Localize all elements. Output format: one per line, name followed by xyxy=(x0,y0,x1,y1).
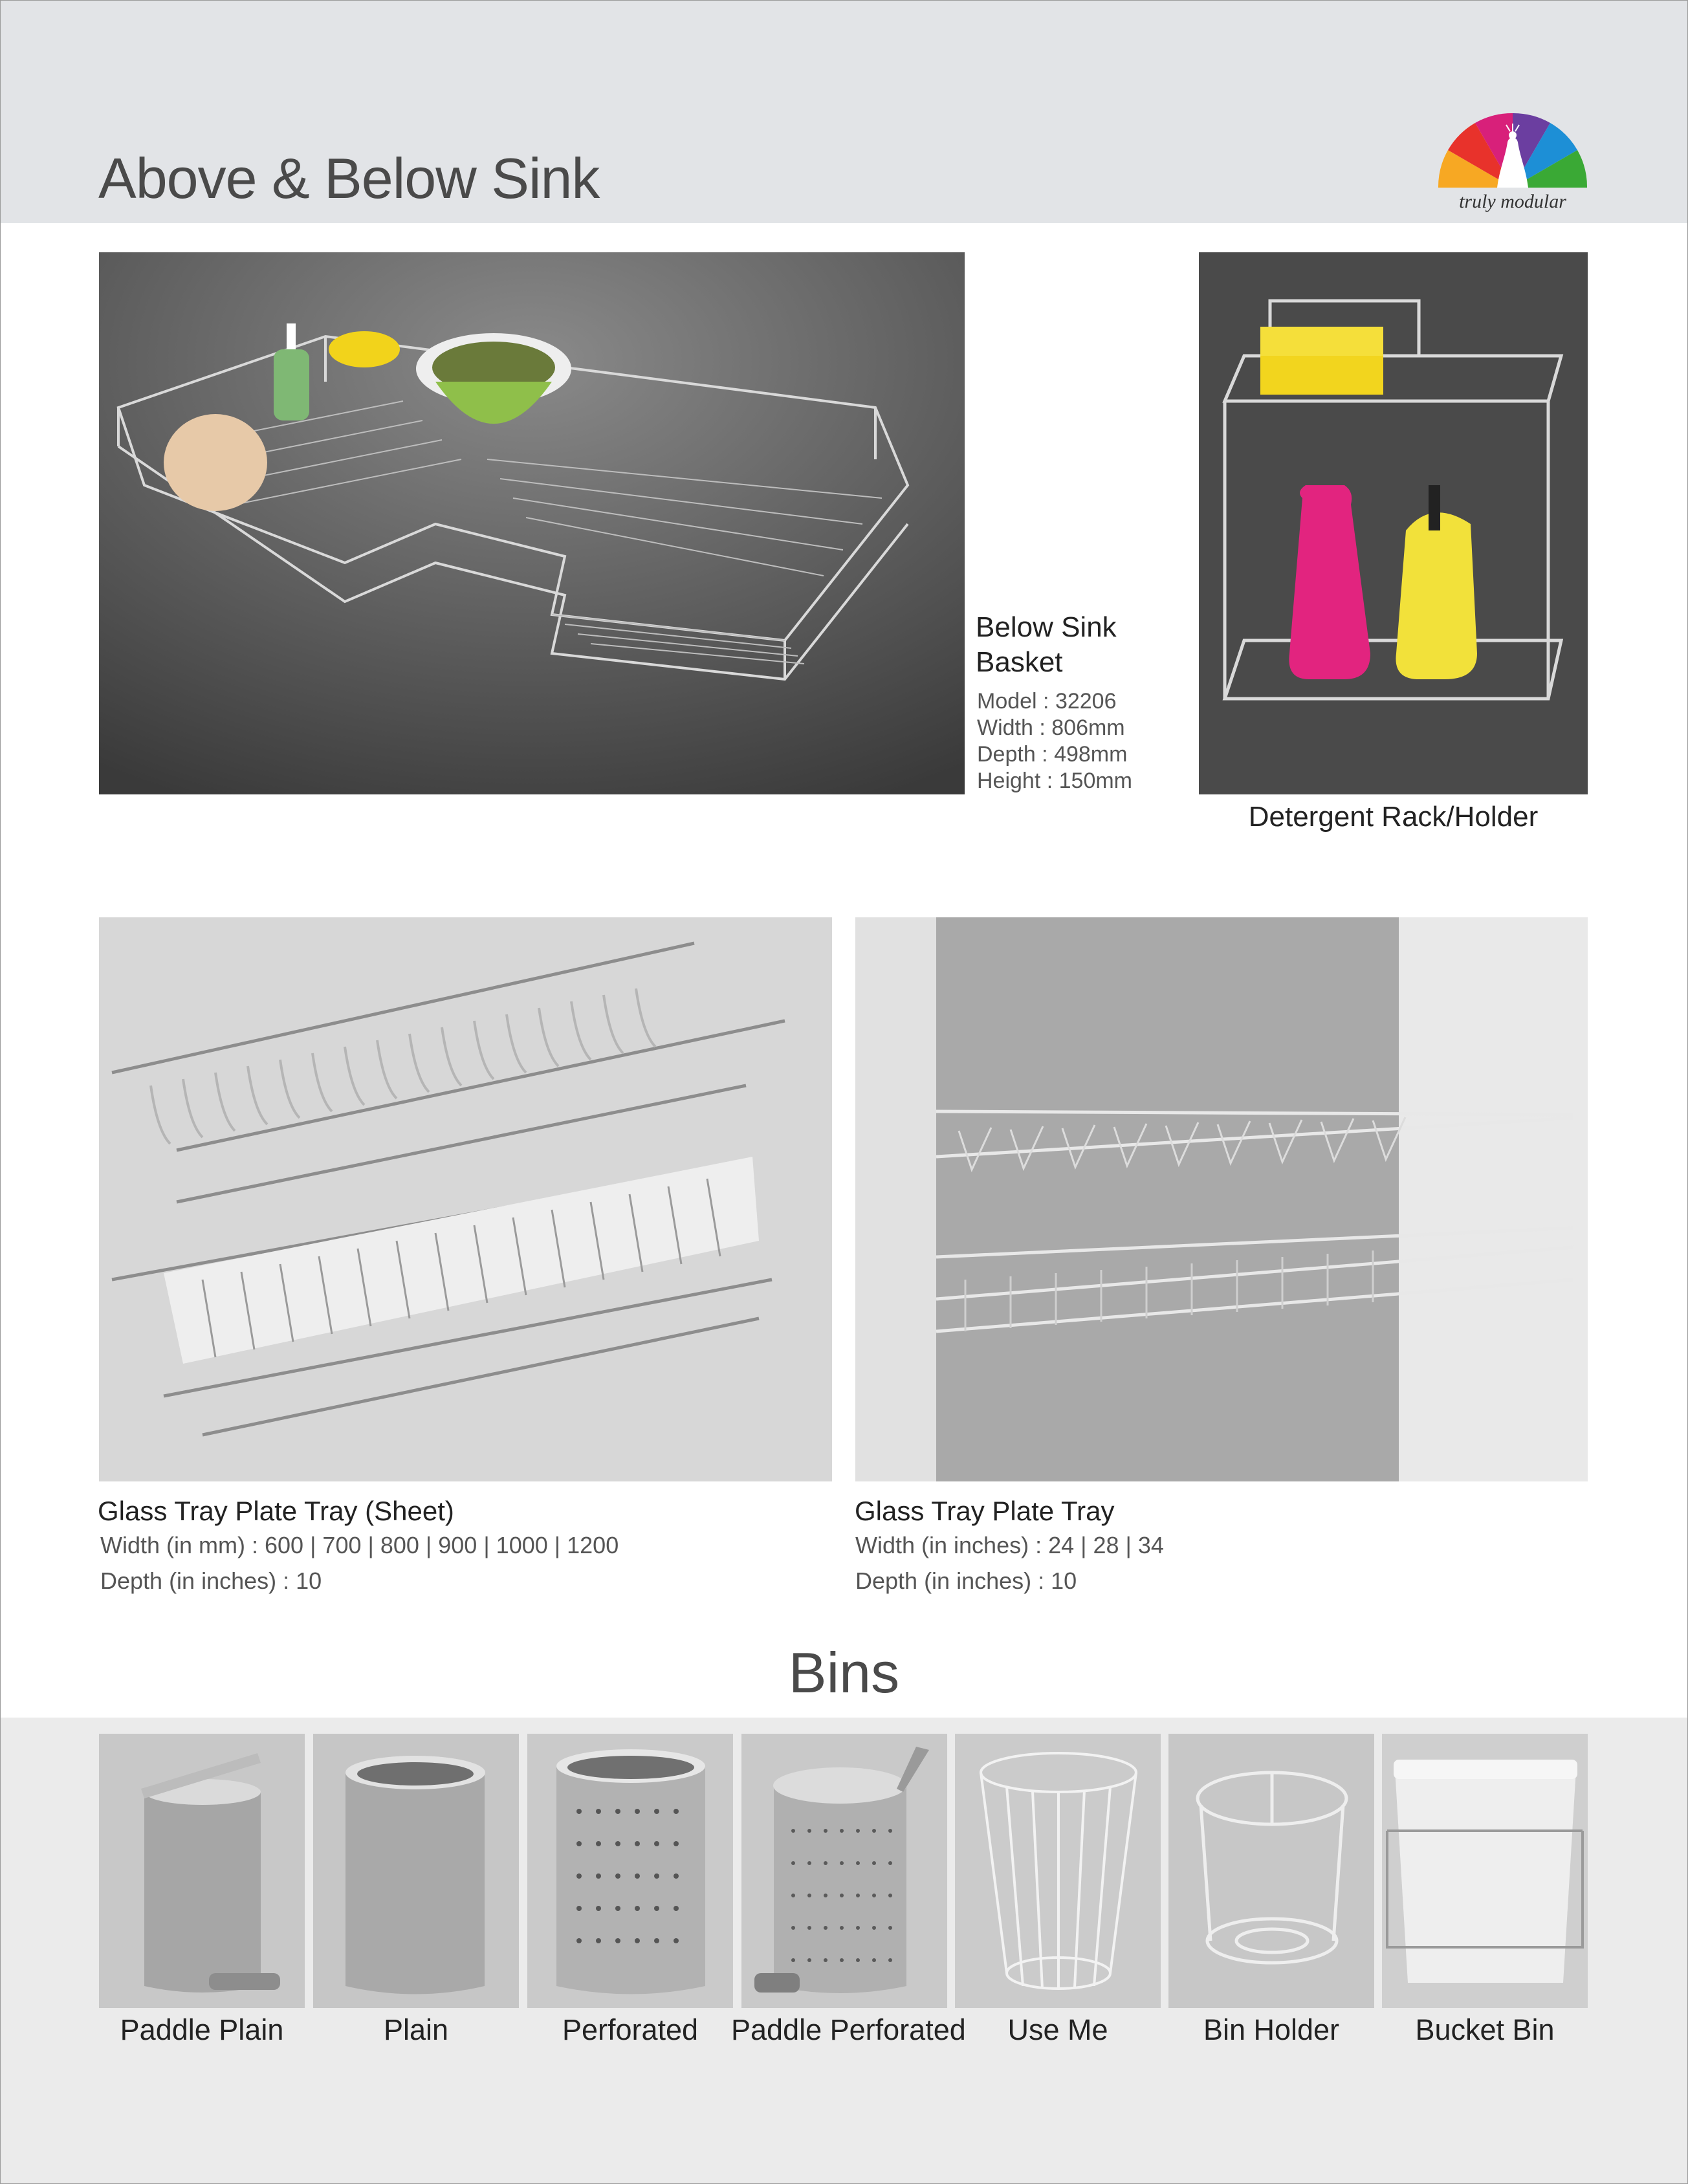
plate-tray-sheet-width: Width (in mm) : 600 | 700 | 800 | 900 | 1000 | 1200 xyxy=(100,1532,619,1558)
below-sink-basket-model: Model : 32206 xyxy=(977,689,1117,714)
below-sink-basket-depth: Depth : 498mm xyxy=(977,742,1128,767)
plate-tray-sheet-title: Glass Tray Plate Tray (Sheet) xyxy=(98,1496,454,1526)
plate-tray-width: Width (in inches) : 24 | 28 | 34 xyxy=(855,1532,1164,1558)
bin-use-me-image xyxy=(955,1734,1161,2008)
below-sink-basket-title-line1: Below Sink xyxy=(976,611,1117,643)
plate-tray-sheet-image xyxy=(99,917,832,1481)
bin-label-bin-holder: Bin Holder xyxy=(1203,2013,1340,2046)
bin-label-bucket-bin: Bucket Bin xyxy=(1415,2013,1555,2046)
detergent-rack-image xyxy=(1199,252,1588,794)
plate-tray-sheet-depth: Depth (in inches) : 10 xyxy=(100,1567,322,1594)
bins-section-title: Bins xyxy=(788,1641,900,1705)
bin-bucket-image xyxy=(1382,1734,1588,2008)
bin-perforated-image xyxy=(527,1734,733,2008)
plate-tray-image xyxy=(855,917,1588,1481)
bin-label-paddle-plain: Paddle Plain xyxy=(120,2013,284,2046)
brand-logo xyxy=(1435,107,1590,220)
bin-plain-image xyxy=(313,1734,519,2008)
plate-tray-title: Glass Tray Plate Tray xyxy=(855,1496,1115,1526)
bin-label-paddle-perforated: Paddle Perforated xyxy=(731,2013,966,2046)
bin-paddle-plain-image xyxy=(99,1734,305,2008)
page-title: Above & Below Sink xyxy=(98,146,600,210)
bin-paddle-perforated-image xyxy=(741,1734,947,2008)
below-sink-basket-height: Height : 150mm xyxy=(977,769,1132,793)
bin-holder-image xyxy=(1168,1734,1374,2008)
below-sink-basket-width: Width : 806mm xyxy=(977,715,1125,740)
bin-label-plain: Plain xyxy=(383,2013,449,2046)
bin-label-perforated: Perforated xyxy=(562,2013,699,2046)
plate-tray-depth: Depth (in inches) : 10 xyxy=(855,1567,1077,1594)
below-sink-basket-title-line2: Basket xyxy=(976,646,1063,678)
below-sink-basket-image xyxy=(99,252,965,794)
peacock-logo-icon xyxy=(1435,107,1590,191)
bin-label-use-me: Use Me xyxy=(1007,2013,1108,2046)
detergent-rack-title: Detergent Rack/Holder xyxy=(1248,801,1539,833)
logo-tagline: truly modular xyxy=(1459,191,1566,212)
